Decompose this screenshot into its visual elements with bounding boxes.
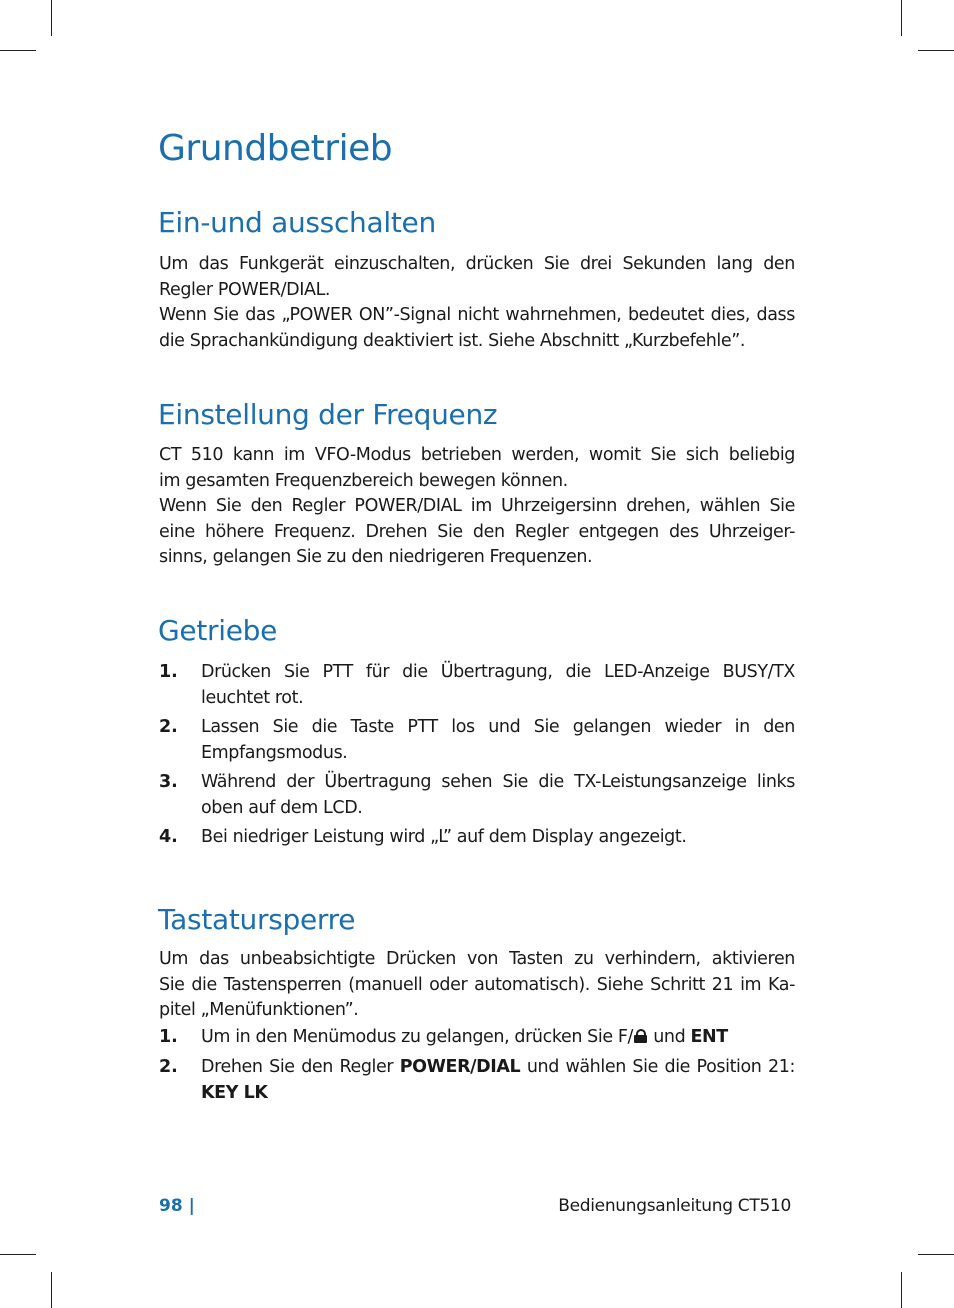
list-number: 2. — [159, 1057, 178, 1077]
list-text: Bei niedriger Leistung wird „L” auf dem Display angezeigt. — [201, 827, 687, 847]
text-line: CT 510 kann im VFO-Modus betrieben werden, womit Sie sich beliebig — [159, 445, 795, 465]
step-text: Drehen Sie den Regler — [201, 1057, 400, 1077]
page-title: Grundbetrieb — [158, 128, 393, 169]
crop-mark — [918, 1254, 954, 1255]
list-number: 4. — [159, 827, 178, 847]
step-text: Um in den Menümodus zu gelangen, drücken Sie F/ — [201, 1027, 634, 1047]
power-paragraph — [159, 252, 795, 354]
step-text: und wählen Sie die Position 21: — [520, 1057, 795, 1077]
text-line: pitel „Menüfunktionen”. — [159, 1000, 359, 1020]
crop-mark — [0, 1254, 36, 1255]
list-item — [159, 660, 795, 711]
list-text: Während der Übertragung sehen Sie die TX-Leistungsanzeige links oben auf dem LCD. — [201, 772, 795, 818]
text-line: sinns, gelangen Sie zu den niedrigeren Frequenzen. — [159, 547, 593, 567]
text-line: Wenn Sie den Regler POWER/DIAL im Uhrzeigersinn drehen, wählen Sie — [159, 496, 795, 516]
control-label: POWER/DIAL — [399, 1057, 521, 1077]
list-text: Lassen Sie die Taste PTT los und Sie gelangen wieder in den Empfangsmodus. — [201, 717, 795, 763]
text-line: Um das Funkgerät einzuschalten, drücken Sie drei Sekunden lang den — [159, 254, 795, 274]
list-text — [201, 1055, 795, 1106]
text-line: Wenn Sie das „POWER ON”-Signal nicht wahrnehmen, bedeutet dies, dass — [159, 305, 795, 325]
step-text: und — [648, 1027, 691, 1047]
lock-icon — [634, 1029, 647, 1043]
crop-mark — [51, 1272, 52, 1308]
list-number: 3. — [159, 772, 178, 792]
section-heading-frequency: Einstellung der Frequenz — [158, 398, 498, 431]
frequency-paragraph — [159, 443, 795, 571]
list-number: 1. — [159, 1027, 178, 1047]
crop-mark — [51, 0, 52, 36]
section-heading-power: Ein-und ausschalten — [158, 206, 436, 239]
list-item — [159, 825, 795, 851]
list-item — [159, 715, 795, 766]
page-number: 98 | — [159, 1196, 195, 1216]
list-text — [201, 1025, 795, 1051]
crop-mark — [918, 50, 954, 51]
crop-mark — [901, 0, 902, 36]
list-item — [159, 1025, 795, 1051]
list-item — [159, 770, 795, 821]
text-line: Sie die Tastensperren (manuell oder automatisch). Siehe Schritt 21 im Ka- — [159, 974, 795, 995]
key-label: ENT — [690, 1027, 728, 1047]
text-line: die Sprachankündigung deaktiviert ist. Siehe Abschnitt „Kurzbefehle”. — [159, 330, 746, 351]
list-item — [159, 1055, 795, 1106]
list-number: 2. — [159, 717, 178, 737]
keylock-paragraph — [159, 947, 795, 1024]
text-line: Um das unbeabsichtigte Drücken von Tasten zu verhindern, aktivieren — [159, 949, 795, 969]
text-line: Regler POWER/DIAL. — [159, 279, 331, 300]
crop-mark — [901, 1272, 902, 1308]
text-line: eine höhere Frequenz. Drehen Sie den Regler entgegen des Uhrzeiger- — [159, 521, 795, 542]
list-number: 1. — [159, 662, 178, 682]
text-line: im gesamten Frequenzbereich bewegen können. — [159, 470, 568, 491]
manual-title: Bedienungsanleitung CT510 — [558, 1196, 791, 1216]
list-text: Drücken Sie PTT für die Übertragung, die LED-Anzeige BUSY/TX leuchtet rot. — [201, 662, 795, 708]
crop-mark — [0, 50, 36, 51]
section-heading-transmit: Getriebe — [158, 614, 278, 647]
menu-value: KEY LK — [201, 1082, 268, 1103]
section-heading-keylock: Tastatursperre — [158, 903, 356, 936]
